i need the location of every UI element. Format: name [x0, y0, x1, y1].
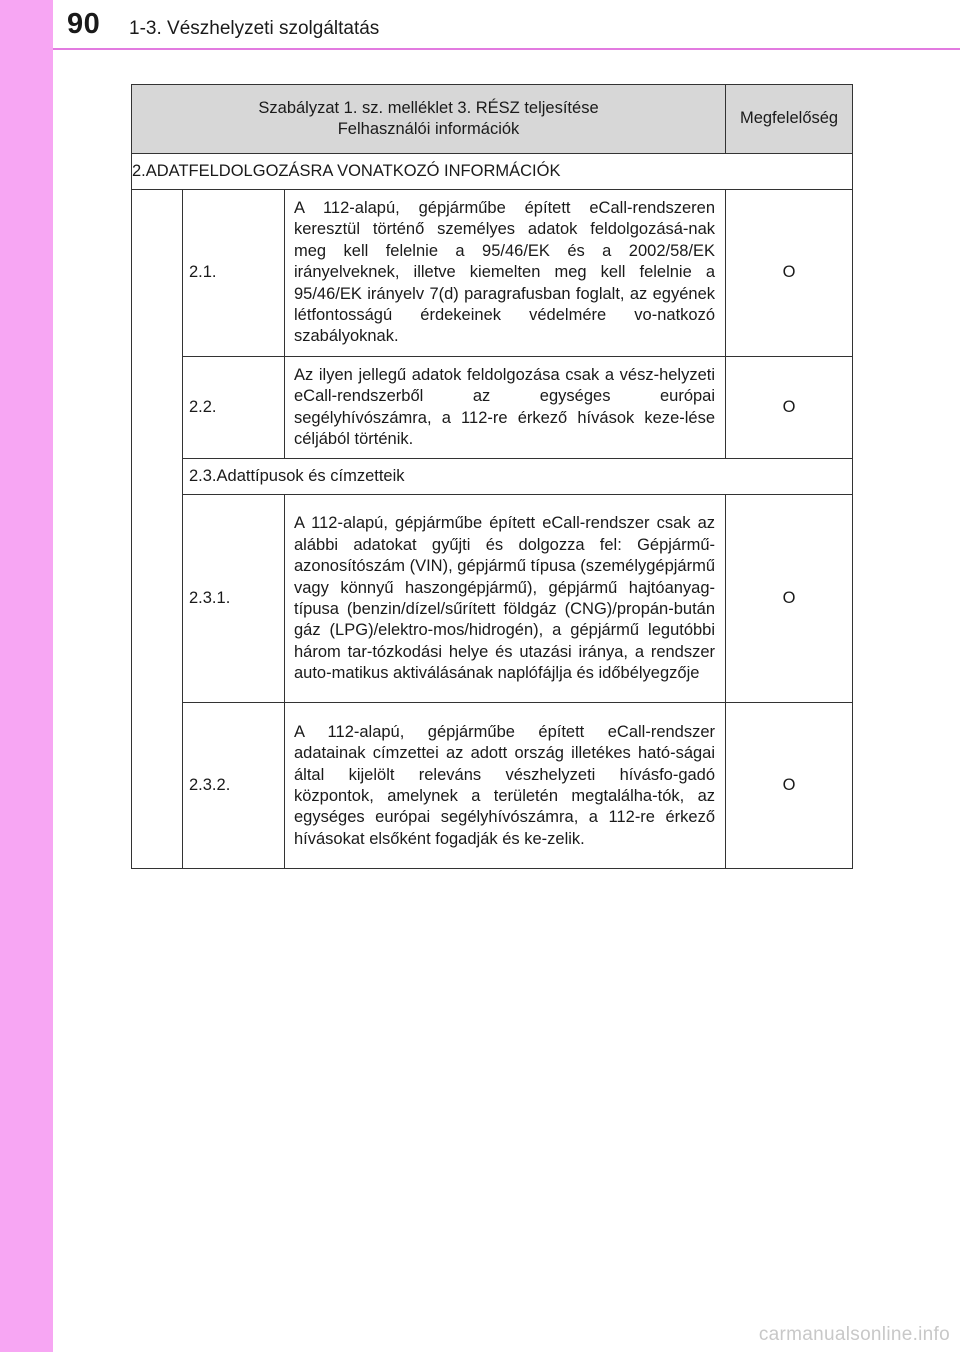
row-text: A 112-alapú, gépjárműbe épített eCall-rendszer adatainak címzettei az adott ország illetékes ható-ságai által kijelölt releváns vészhelyzeti hívásfo-gadó központok, amelynek a területén megtalálha-tók, az egységes európai segélyhívószámra, a 112-re érkező hívásokat elsőként fogadják és ke-zelik.: [285, 703, 726, 869]
row-number: 2.2.: [183, 356, 285, 459]
row-text: A 112-alapú, gépjárműbe épített eCall-rendszeren keresztül történő személyes adatok feldolgozásá-nak meg kell felelnie a 95/46/EK és a 2002/58/EK irányelveknek, illetve kiemelten meg kell felelnie a 95/46/EK irányelv 7(d) paragrafusban foglalt, az egyének létfontosságú érdekeinek védelmére vo-natkozó szabályoknak.: [285, 190, 726, 357]
table-row: [132, 703, 853, 869]
header-conformity-cell: Megfelelőség: [726, 85, 853, 154]
indent-cell: [132, 190, 183, 869]
header-rule: [53, 48, 960, 50]
table-header-row: [132, 85, 853, 154]
row-conformity: O: [726, 190, 853, 357]
side-color-tab: [0, 0, 53, 1352]
page-number: 90: [67, 8, 101, 40]
header-title-cell: [132, 85, 726, 154]
subsection-heading: 2.3.Adattípusok és címzetteik: [183, 459, 853, 495]
table-row: [132, 190, 853, 357]
table-row: [132, 495, 853, 703]
section-title: 1-3. Vészhelyzeti szolgáltatás: [129, 18, 380, 39]
row-conformity: O: [726, 495, 853, 703]
row-number: 2.3.1.: [183, 495, 285, 703]
row-conformity: O: [726, 703, 853, 869]
header-title-line1: Szabályzat 1. sz. melléklet 3. RÉSZ teljesítése: [258, 98, 599, 117]
subsection-row: [132, 459, 853, 495]
row-number: 2.3.2.: [183, 703, 285, 869]
section-heading: 2.ADATFELDOLGOZÁSRA VONATKOZÓ INFORMÁCIÓK: [132, 154, 853, 190]
requirements-table: [131, 84, 853, 869]
row-text: A 112-alapú, gépjárműbe épített eCall-rendszer csak az alábbi adatokat gyűjti és dolgozza fel: Gépjármű-azonosítószám (VIN), gépjármű típusa (személygépjármű vagy könnyű haszongépjármű), gépjármű hajtóanyag-típusa (benzin/dízel/sűrített földgáz (CNG)/propán-bután gáz (LPG)/elektro-mos/hidrogén), a gépjármű legutóbbi három tar-tózkodási helye és utazási iránya, a rendszer auto-matikus aktiválásának naplófájlja és időbélyegzője: [285, 495, 726, 703]
row-number: 2.1.: [183, 190, 285, 357]
row-conformity: O: [726, 356, 853, 459]
header-title-line2: Felhasználói információk: [337, 120, 520, 138]
row-text: Az ilyen jellegű adatok feldolgozása csak a vész-helyzeti eCall-rendszerből az egységes európai segélyhívószámra, a 112-re érkező hívások keze-lése céljából történik.: [285, 356, 726, 459]
table-row: [132, 356, 853, 459]
watermark-text: carmanualsonline.info: [758, 1324, 950, 1345]
section-row: [132, 154, 853, 190]
